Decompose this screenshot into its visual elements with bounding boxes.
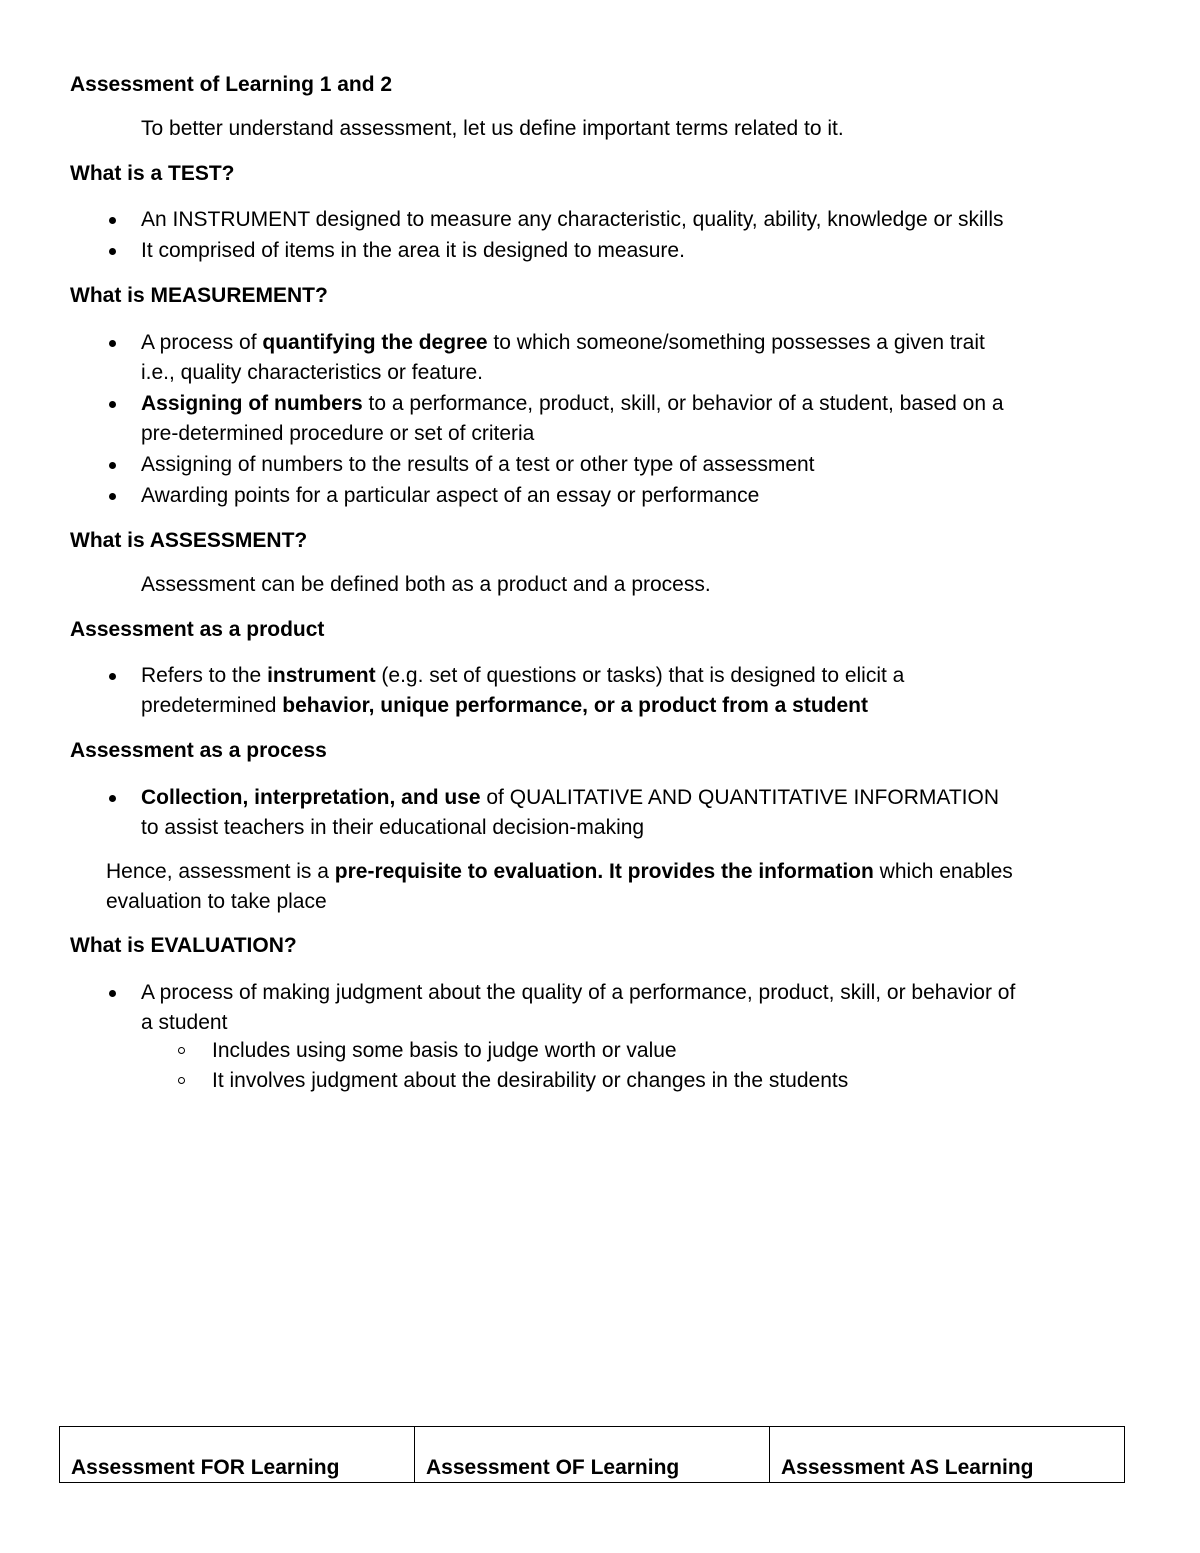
as-process-bullet-cont: to assist teachers in their educational decision-making (141, 816, 645, 839)
evaluation-sub-2: It involves judgment about the desirability or changes in the students (212, 1069, 849, 1092)
as-product-bullet-cont: predetermined behavior, unique performance, or a product from a student (141, 694, 869, 717)
test-bullet-2: It comprised of items in the area it is designed to measure. (141, 239, 685, 262)
bullet-icon (109, 673, 116, 680)
table-header-cell: Assessment OF Learning (415, 1427, 770, 1483)
measurement-bullet-1-cont: i.e., quality characteristics or feature. (141, 361, 483, 384)
bullet-icon (109, 990, 116, 997)
assessment-definition: Assessment can be defined both as a product and a process. (141, 573, 711, 596)
hence-paragraph: Hence, assessment is a pre-requisite to evaluation. It provides the information which enables (106, 860, 1013, 883)
table-row (60, 1427, 1125, 1483)
bullet-icon (109, 462, 116, 469)
circle-bullet-icon (178, 1047, 185, 1054)
evaluation-bullet-cont: a student (141, 1011, 228, 1034)
bullet-icon (109, 795, 116, 802)
table-header-cell: Assessment AS Learning (770, 1427, 1125, 1483)
measurement-bullet-1: A process of quantifying the degree to which someone/something possesses a given trait (141, 331, 985, 354)
bullet-icon (109, 217, 116, 224)
test-heading: What is a TEST? (70, 162, 235, 185)
bullet-icon (109, 401, 116, 408)
measurement-bullet-3: Assigning of numbers to the results of a test or other type of assessment (141, 453, 815, 476)
hence-paragraph-cont: evaluation to take place (106, 890, 327, 913)
measurement-bullet-2: Assigning of numbers to a performance, product, skill, or behavior of a student, based on a (141, 392, 1004, 415)
measurement-bullet-2-cont: pre-determined procedure or set of criteria (141, 422, 535, 445)
evaluation-bullet: A process of making judgment about the quality of a performance, product, skill, or behavior of (141, 981, 1016, 1004)
assessment-heading: What is ASSESSMENT? (70, 529, 308, 552)
bullet-icon (109, 248, 116, 255)
measurement-heading: What is MEASUREMENT? (70, 284, 328, 307)
document-title: Assessment of Learning 1 and 2 (70, 73, 393, 96)
test-bullet-1: An INSTRUMENT designed to measure any characteristic, quality, ability, knowledge or skills (141, 208, 1004, 231)
bullet-icon (109, 493, 116, 500)
as-process-heading: Assessment as a process (70, 739, 327, 762)
as-product-bullet: Refers to the instrument (e.g. set of questions or tasks) that is designed to elicit a (141, 664, 905, 687)
intro-paragraph: To better understand assessment, let us define important terms related to it. (141, 117, 844, 140)
circle-bullet-icon (178, 1077, 185, 1084)
table-header-cell: Assessment FOR Learning (60, 1427, 415, 1483)
as-process-bullet: Collection, interpretation, and use of QUALITATIVE AND QUANTITATIVE INFORMATION (141, 786, 999, 809)
evaluation-sub-1: Includes using some basis to judge worth or value (212, 1039, 677, 1062)
as-product-heading: Assessment as a product (70, 618, 325, 641)
assessment-types-table (59, 1426, 1125, 1483)
measurement-bullet-4: Awarding points for a particular aspect of an essay or performance (141, 484, 760, 507)
bullet-icon (109, 340, 116, 347)
evaluation-heading: What is EVALUATION? (70, 934, 297, 957)
